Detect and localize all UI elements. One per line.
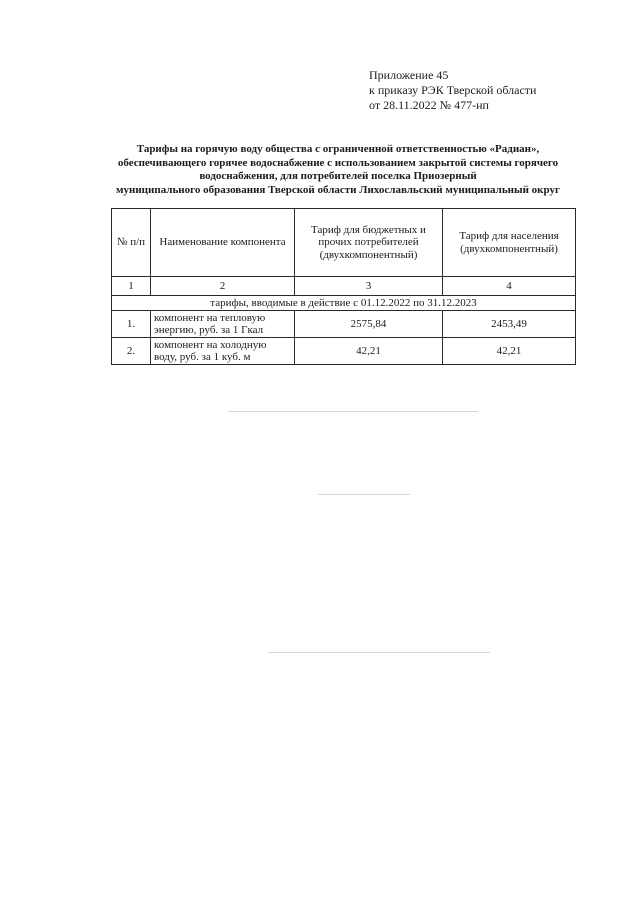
column-number-3: 3 bbox=[295, 277, 443, 296]
appendix-order: к приказу РЭК Тверской области bbox=[369, 83, 537, 97]
appendix-reference bbox=[369, 68, 536, 113]
appendix-number: Приложение 45 bbox=[369, 68, 449, 82]
row-population-tariff: 2453,49 bbox=[443, 311, 576, 338]
column-number-2: 2 bbox=[151, 277, 295, 296]
title-line-1: Тарифы на горячую воду общества с ограниченной ответственностью «Радиан», bbox=[136, 143, 540, 155]
column-numbers-row bbox=[112, 277, 576, 296]
header-population-tariff: Тариф для населения (двухкомпонентный) bbox=[443, 209, 576, 277]
row-number: 2. bbox=[112, 338, 151, 365]
column-number-1: 1 bbox=[112, 277, 151, 296]
table-header-row bbox=[112, 209, 576, 277]
appendix-date: от 28.11.2022 № 477-нп bbox=[369, 98, 489, 112]
title-line-4: муниципального образования Тверской области Лихославльский муниципальный округ bbox=[116, 183, 560, 196]
table-row bbox=[112, 338, 576, 365]
table-row bbox=[112, 311, 576, 338]
tariff-table bbox=[111, 208, 576, 365]
title-line-2: обеспечивающего горячее водоснабжение с использованием закрытой системы горячего bbox=[117, 156, 559, 169]
header-budget-tariff: Тариф для бюджетных и прочих потребителей (двухкомпонентный) bbox=[295, 209, 443, 277]
row-population-tariff: 42,21 bbox=[443, 338, 576, 365]
row-component: компонент на холодную воду, руб. за 1 куб. м bbox=[151, 338, 295, 365]
header-number: № п/п bbox=[112, 209, 151, 277]
document-title bbox=[96, 143, 580, 197]
scan-noise bbox=[228, 411, 478, 412]
title-line-3: водоснабжения, для потребителей поселка Приозерный bbox=[199, 170, 477, 182]
tariff-period: тарифы, вводимые в действие с 01.12.2022 по 31.12.2023 bbox=[112, 296, 576, 311]
scan-noise bbox=[318, 494, 410, 495]
column-number-4: 4 bbox=[443, 277, 576, 296]
row-number: 1. bbox=[112, 311, 151, 338]
header-component: Наименование компонента bbox=[151, 209, 295, 277]
row-component: компонент на тепловую энергию, руб. за 1 Гкал bbox=[151, 311, 295, 338]
row-budget-tariff: 2575,84 bbox=[295, 311, 443, 338]
scan-noise bbox=[268, 652, 490, 653]
row-budget-tariff: 42,21 bbox=[295, 338, 443, 365]
period-row bbox=[112, 296, 576, 311]
